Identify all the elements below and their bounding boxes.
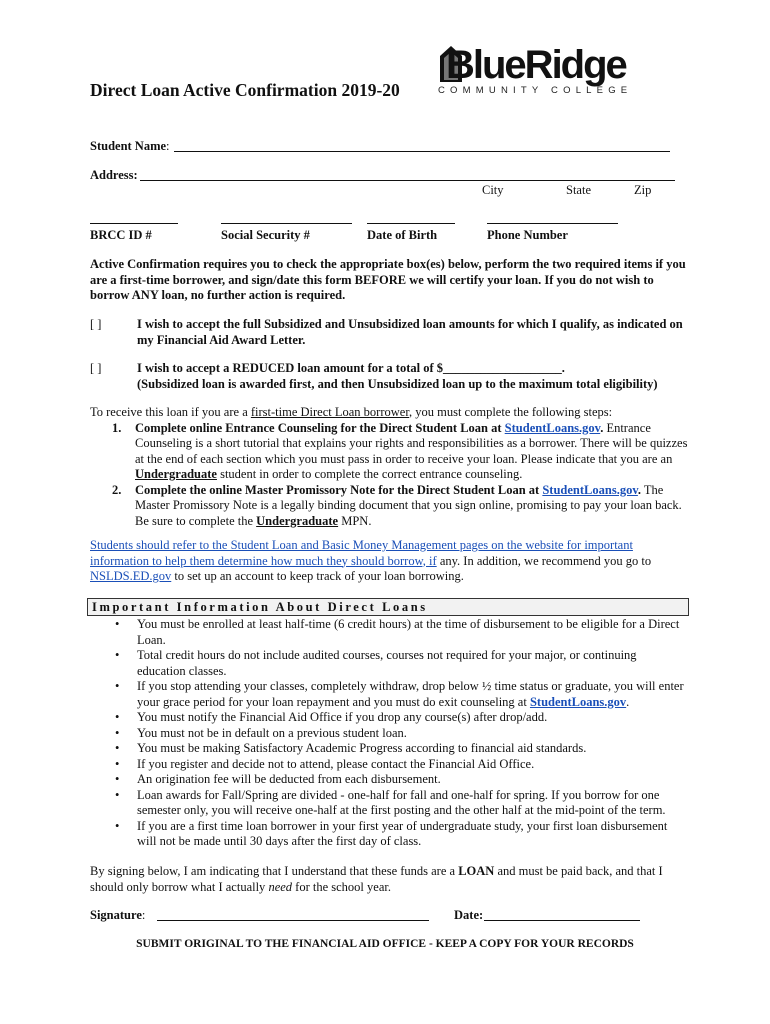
important-info-heading: Important Information About Direct Loans bbox=[87, 598, 689, 616]
signing-statement: By signing below, I am indicating that I understand that these funds are a LOAN and must be paid back, and that I should only borrow what I actually need for the school year. bbox=[90, 864, 663, 894]
date-label: Date: bbox=[454, 908, 484, 922]
list-item: • An origination fee will be deducted from each disbursement. bbox=[115, 772, 441, 786]
nslds-link[interactable]: NSLDS.ED.gov bbox=[90, 569, 172, 583]
step-entrance-counseling: 1. Complete online Entrance Counseling for the Direct Student Loan at StudentLoans.gov. Entrance Counseling is a short tutorial that explains your rights and responsibilities as a borrower. There will be quizzes at the end of each section which you must pass in order to receive your loan. Please indicate that you are an Undergraduate student in order to complete the correct entrance counseling. bbox=[112, 420, 688, 481]
students-note: Students should refer to the Student Loan and Basic Money Management pages on the website for important information to help them determine how much they should borrow, if any. In addition, we recommend you go to NSLDS.ED.gov to set up an account to keep track of your loan borrowing. bbox=[90, 538, 652, 583]
page-title: Direct Loan Active Confirmation 2019-20 bbox=[90, 80, 400, 100]
brcc-id-label: BRCC ID # bbox=[90, 228, 152, 242]
list-item: • If you register and decide not to attend, please contact the Financial Aid Office. bbox=[115, 756, 535, 771]
intro-paragraph: Active Confirmation requires you to check the appropriate box(es) below, perform the two required items if you are a first-time borrower, and sign/date this form BEFORE we will certify your loan. If you do not wish to borrow ANY loan, no further action is required. bbox=[90, 257, 686, 302]
address-label: Address: bbox=[90, 168, 138, 182]
state-label: State bbox=[566, 183, 591, 197]
brcc-id-field[interactable] bbox=[90, 223, 178, 224]
signature-label: Signature: bbox=[90, 908, 146, 922]
reduced-amount-checkbox[interactable]: [ ] bbox=[90, 361, 102, 375]
steps-lead: To receive this loan if you are a first-time Direct Loan borrower, you must complete the following steps: bbox=[90, 405, 613, 419]
phone-label: Phone Number bbox=[487, 228, 568, 242]
first-time-borrower-link[interactable]: first-time Direct Loan borrower bbox=[250, 405, 409, 419]
college-logo bbox=[436, 40, 676, 100]
city-label: City bbox=[482, 183, 504, 197]
dob-field[interactable] bbox=[367, 223, 455, 224]
reduced-amount-text: I wish to accept a REDUCED loan amount for a total of $___________________. (Subsidized loan is awarded first, and then Unsubsidized loan up to the maximum total eligibility) bbox=[137, 361, 658, 391]
logo-wordmark: BlueRidge bbox=[446, 43, 626, 87]
steps-section bbox=[90, 405, 690, 529]
ssn-label: Social Security # bbox=[221, 228, 310, 242]
studentloans-link-1[interactable]: StudentLoans.gov bbox=[504, 420, 601, 435]
list-item: • If you are a first time loan borrower in your first year of undergraduate study, your first loan disbursement will not be made until 30 days after the first day of class. bbox=[115, 818, 668, 848]
studentloans-link-2[interactable]: StudentLoans.gov bbox=[542, 482, 638, 497]
list-item: • You must not be in default on a previous student loan. bbox=[115, 725, 407, 740]
studentloans-link-3[interactable]: StudentLoans.gov bbox=[529, 694, 627, 709]
logo-subtitle: COMMUNITY COLLEGE bbox=[438, 85, 633, 96]
student-name-field[interactable] bbox=[174, 151, 670, 152]
submit-instructions: SUBMIT ORIGINAL TO THE FINANCIAL AID OFFICE - KEEP A COPY FOR YOUR RECORDS bbox=[136, 938, 634, 950]
date-field[interactable] bbox=[484, 920, 640, 921]
money-management-link[interactable]: Students should refer to the Student Loan and Basic Money Management pages on the website for important information to help them determine how much they should borrow, if bbox=[90, 538, 633, 568]
list-item: • Total credit hours do not include audited courses, courses not required for your major, or continuing education classes. bbox=[115, 648, 637, 678]
zip-label: Zip bbox=[634, 183, 652, 197]
full-amount-checkbox[interactable]: [ ] bbox=[90, 317, 102, 331]
full-amount-text: I wish to accept the full Subsidized and Unsubsidized loan amounts for which I qualify, as indicated on my Financial Aid Award Letter. bbox=[137, 317, 683, 347]
dob-label: Date of Birth bbox=[367, 228, 438, 242]
phone-field[interactable] bbox=[487, 223, 618, 224]
address-field[interactable] bbox=[140, 180, 675, 181]
list-item: • If you stop attending your classes, completely withdraw, drop below ½ time status or graduate, you will enter your grace period for your loan repayment and you must do exit counseling at StudentLoans.gov. bbox=[115, 679, 684, 709]
signature-field[interactable] bbox=[157, 920, 429, 921]
student-name-label: Student Name: bbox=[90, 139, 170, 153]
list-item: • You must notify the Financial Aid Office if you drop any course(s) after drop/add. bbox=[115, 710, 548, 724]
step-promissory-note: 2. Complete the online Master Promissory Note for the Direct Student Loan at StudentLoans.gov. The Master Promissory Note is a legally binding document that you sign online, promising to pay your loan back. Be sure to complete the Undergraduate MPN. bbox=[112, 482, 682, 528]
list-item: • Loan awards for Fall/Spring are divided - one-half for fall and one-half for spring. If you borrow for one semester only, you will receive one-half at the first posting and the other half at the mid-point of the term. bbox=[115, 787, 666, 817]
list-item: • You must be enrolled at least half-time (6 credit hours) at the time of disbursement to be eligible for a Direct Loan. bbox=[115, 617, 680, 647]
list-item: • You must be making Satisfactory Academic Progress according to financial aid standards. bbox=[115, 741, 587, 755]
important-info-list bbox=[90, 617, 685, 850]
ssn-field[interactable] bbox=[221, 223, 352, 224]
